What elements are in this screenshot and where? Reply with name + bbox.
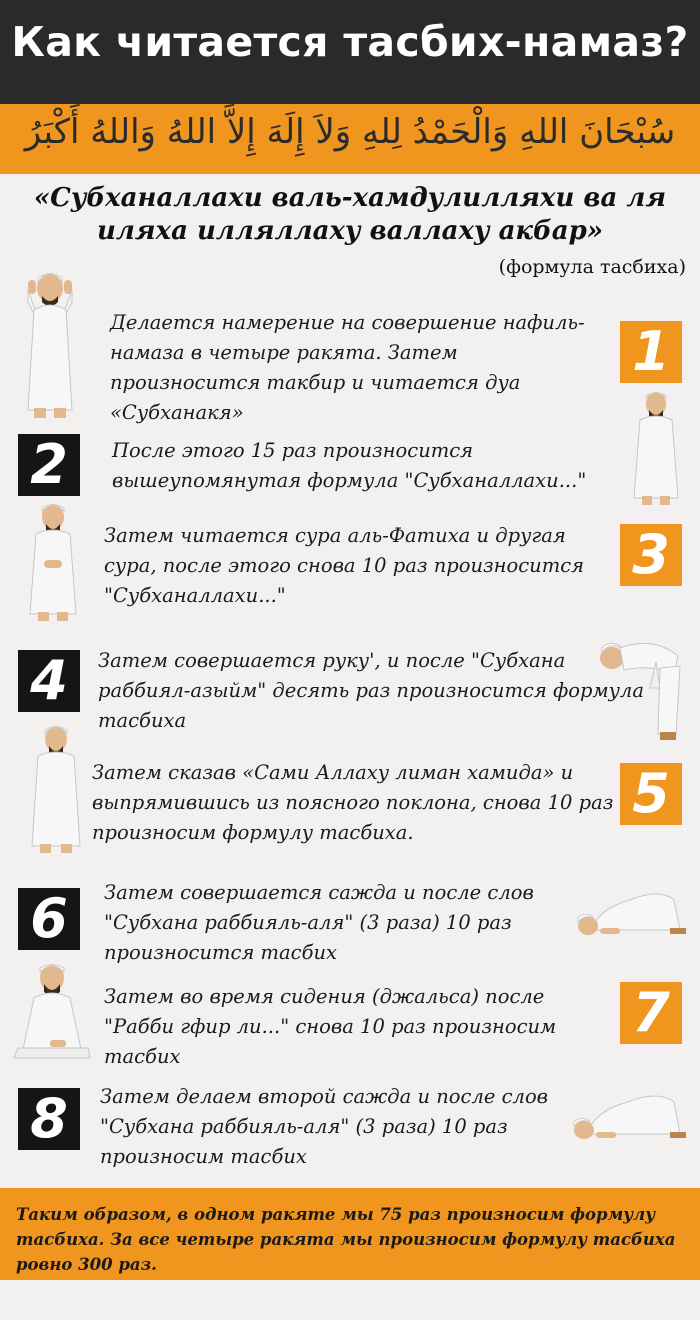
formula-transliteration: «Субханаллахи валь-хамдулилляхи ва ля иляха илляллаху валлаху акбар» (33, 183, 667, 246)
step-3-text: Затем читается сура аль-Фатиха и другая сура, после этого снова 10 раз произносится "Субханаллахи..." (104, 524, 585, 607)
standing-figure-2 (26, 724, 86, 862)
step-7-badge: 7 (620, 982, 682, 1044)
standing-takbir-figure (14, 262, 86, 430)
step-3-badge: 3 (620, 524, 682, 586)
conclusion-text: Таким образом, в одном ракяте мы 75 раз произносим формулу тасбиха. За все четыре ракята мы произносим формулу тасбиха ровно 300 раз. (16, 1205, 676, 1274)
step-6-text: Затем совершается сажда и после слов "Субхана раббияль-аля" (3 раза) 10 раз произносится тасбих (104, 881, 534, 964)
step-5-text: Затем сказав «Сами Аллаху лиман хамида» и выпрямившись из поясного поклона, снова 10 раз произносим формулу тасбиха. (92, 761, 614, 844)
step-8-badge: 8 (18, 1088, 80, 1150)
step-2-text: После этого 15 раз произносится вышеупомянутая формула "Субханаллахи..." (112, 439, 587, 492)
title-bar (0, 0, 700, 104)
step-6-badge: 6 (18, 888, 80, 950)
formula-caption: (формула тасбиха) (498, 256, 686, 278)
standing-figure (626, 390, 686, 512)
bowing-figure (594, 630, 694, 742)
step-4-badge: 4 (18, 650, 80, 712)
conclusion-band (0, 1188, 700, 1280)
step-1-badge: 1 (620, 321, 682, 383)
step-1-text: Делается намерение на совершение нафиль-намаза в четыре ракята. Затем произносится такбир и читается дуа «Субханакя» (110, 311, 585, 424)
arabic-formula: سُبْحَانَ اللهِ وَالْحَمْدُ لِلهِ وَلاَ إِلَهَ إِلاَّ اللهُ وَاللهُ أَكْبَرُ (24, 112, 676, 152)
step-7-text: Затем во время сидения (джальса) после "Рабби гфир ли..." снова 10 раз произносим тасбих (104, 985, 557, 1068)
prostration-figure (570, 878, 690, 942)
step-8-text: Затем делаем второй сажда и после слов "Субхана раббияль-аля" (3 раза) 10 раз произносим тасбих (100, 1085, 549, 1168)
step-2-badge: 2 (18, 434, 80, 496)
prostration-figure-2 (566, 1080, 690, 1146)
sitting-figure (10, 958, 94, 1068)
standing-hands-folded-figure (22, 502, 84, 630)
step-4-text: Затем совершается руку', и после "Субхана раббиял-азыйм" десять раз произносится формула тасбиха (98, 649, 644, 732)
step-5-badge: 5 (620, 763, 682, 825)
page-title: Как читается тасбих-намаз? (11, 18, 689, 66)
